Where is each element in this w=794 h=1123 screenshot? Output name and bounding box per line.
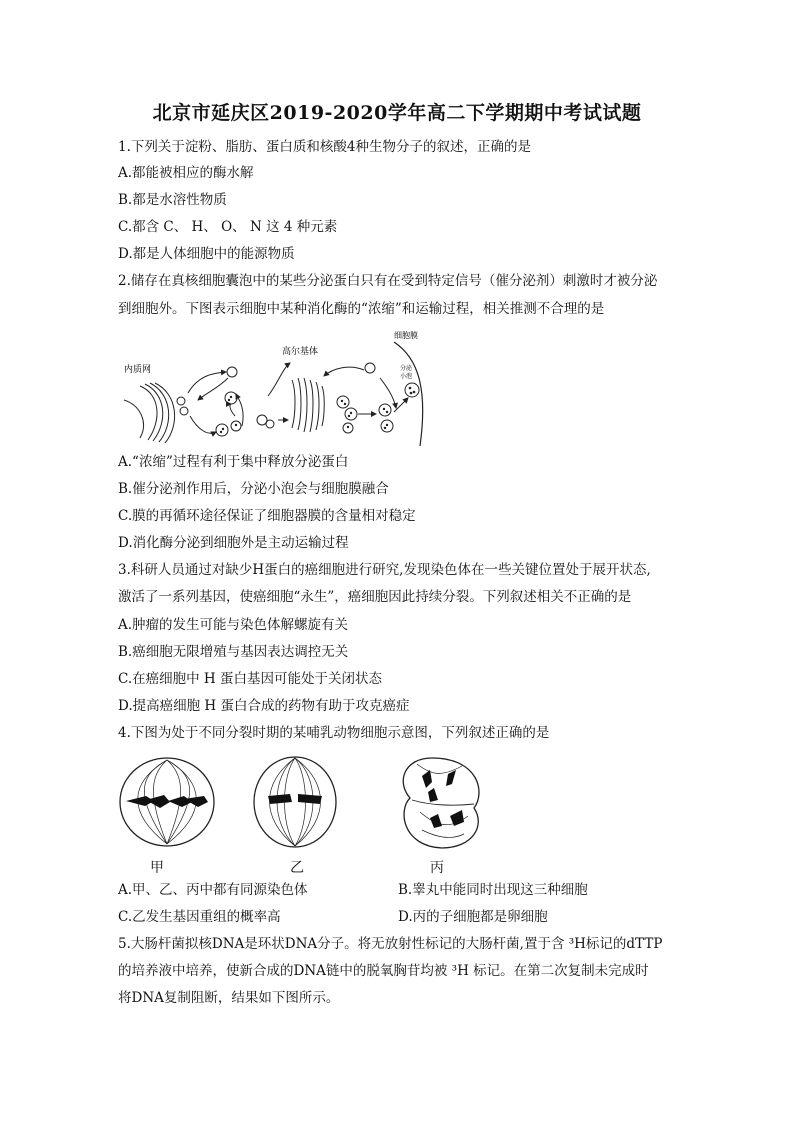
q2-option-c: C.膜的再循环途径保证了细胞器膜的含量相对稳定: [118, 508, 416, 524]
q5-stem-line3: 将DNA复制阻断，结果如下图所示。: [118, 990, 340, 1006]
q1-option-b: B.都是水溶性物质: [118, 192, 227, 208]
q4-option-c: C.乙发生基因重组的概率高: [118, 909, 281, 925]
q5-stem-line1: 5.大肠杆菌拟核DNA是环状DNA分子。将无放射性标记的大肠杆菌,置于含 ³H标记的dTTP: [118, 936, 663, 952]
vesicle-label-2: 小泡: [400, 374, 413, 380]
cell-label-jia: 甲: [150, 860, 164, 876]
q2-option-d: D.消化酶分泌到细胞外是主动运输过程: [118, 535, 349, 551]
q1-option-a: A.都能被相应的酶水解: [118, 165, 254, 181]
q3-option-c: C.在癌细胞中 H 蛋白基因可能处于关闭状态: [118, 671, 382, 687]
membrane-label: 细胞膜: [394, 331, 418, 340]
q4-option-a: A.甲、乙、丙中都有同源染色体: [118, 882, 308, 898]
cell-label-yi: 乙: [290, 860, 304, 876]
golgi-label: 高尔基体: [282, 346, 319, 356]
q2-option-b: B.催分泌剂作用后，分泌小泡会与细胞膜融合: [118, 481, 389, 497]
q4-stem: 4.下图为处于不同分裂时期的某哺乳动物细胞示意图，下列叙述正确的是: [118, 725, 550, 741]
q3-option-b: B.癌细胞无限增殖与基因表达调控无关: [118, 644, 349, 660]
q3-stem-line1: 3.科研人员通过对缺少H蛋白的癌细胞进行研究,发现染色体在一些关键位置处于展开状态,: [118, 562, 651, 578]
cell-label-bing: 丙: [430, 860, 444, 876]
q3-stem-line2: 激活了一系列基因，使癌细胞“永生”，癌细胞因此持续分裂。下列叙述相关不正确的是: [118, 589, 632, 605]
q5-stem-line2: 的培养液中培养，使新合成的DNA链中的脱氧胸苷均被 ³H 标记。在第二次复制未完成时: [118, 963, 649, 979]
q3-option-a: A.肿瘤的发生可能与染色体解螺旋有关: [118, 617, 349, 633]
q2-option-a: A.“浓缩”过程有利于集中释放分泌蛋白: [118, 454, 349, 470]
q1-option-c: C.都含 C、 H、 O、 N 这 4 种元素: [118, 219, 338, 235]
q4-option-d: D.丙的子细胞都是卵细胞: [398, 909, 548, 925]
page-title: 北京市延庆区2019-2020学年高二下学期期中考试试题: [152, 102, 642, 124]
q1-stem: 1.下列关于淀粉、脂肪、蛋白质和核酸4种生物分子的叙述，正确的是: [118, 139, 531, 155]
cell-division-figures: [112, 752, 492, 854]
q3-option-d: D.提高癌细胞 H 蛋白合成的药物有助于攻克癌症: [118, 698, 410, 714]
q4-option-b: B.睾丸中能同时出现这三种细胞: [398, 882, 588, 898]
q2-stem-line2: 到细胞外。下图表示细胞中某种消化酶的“浓缩”和运输过程，相关推测不合理的是: [118, 301, 605, 317]
er-label: 内质网: [124, 364, 152, 374]
q2-stem-line1: 2.储存在真核细胞囊泡中的某些分泌蛋白只有在受到特定信号（催分泌剂）刺激时才被分泌: [118, 273, 658, 289]
vesicle-label-1: 分泌: [400, 366, 413, 372]
secretion-diagram: [118, 328, 436, 450]
q1-option-d: D.都是人体细胞中的能源物质: [118, 246, 295, 262]
